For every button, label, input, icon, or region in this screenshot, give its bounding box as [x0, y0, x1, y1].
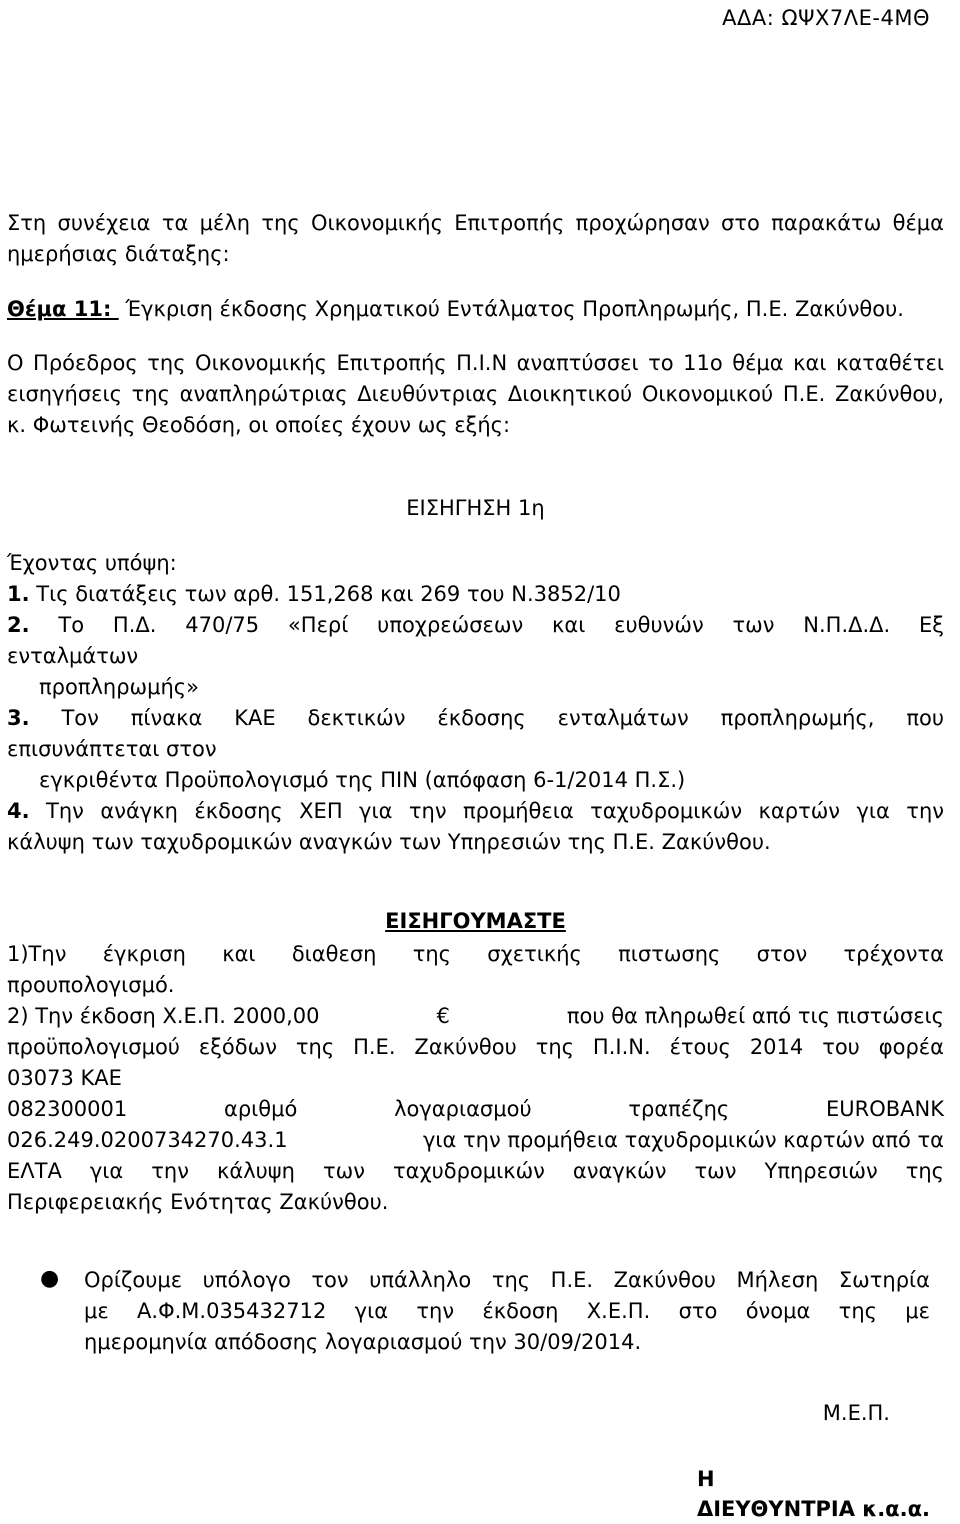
topic-label: Θέμα 11: [7, 297, 119, 321]
rec-2-line-2: προϋπολογισμού εξόδων της Π.Ε. Ζακύνθου της Π.Ι.Ν. έτους 2014 του φορέα [7, 1035, 944, 1059]
item-1 [7, 579, 944, 610]
intro-line-1: Στη συνέχεια τα μέλη της Οικονομικής Επιτροπής προχώρησαν στο παρακάτω θέμα [7, 211, 944, 235]
ada-code: ΑΔΑ: ΩΨΧ7ΛΕ-4ΜΘ [722, 6, 930, 30]
item-2-line-3: προπληρωμής» [39, 675, 199, 699]
topic-text: Έγκριση έκδοσης Χρηματικού Εντάλματος Προπληρωμής, Π.Ε. Ζακύνθου. [125, 297, 904, 321]
proposal-title: ΕΙΣΗΓΗΣΗ 1η [406, 496, 545, 520]
presentation-line-3: κ. Φωτεινής Θεοδόση, οι οποίες έχουν ως εξής: [7, 413, 511, 437]
item-4-number: 4. [7, 799, 30, 823]
bank-name: EUROBANK [825, 1097, 944, 1121]
bullet-line-1: Ορίζουμε υπόλογο τον υπάλληλο της Π.Ε. Ζακύνθου Μήλεση Σωτηρία [84, 1268, 930, 1292]
bullet-paragraph [84, 1265, 930, 1358]
presentation-line-1: Ο Πρόεδρος της Οικονομικής Επιτροπής Π.Ι.Ν αναπτύσσει το 11ο θέμα και καταθέτει [7, 351, 944, 375]
recommend-title: ΕΙΣΗΓΟΥΜΑΣΤΕ [385, 909, 566, 933]
presentation-line-2: εισηγήσεις της αναπληρώτριας Διευθύντριας Διοικητικού Οικονομικού Π.Ε. Ζακύνθου, [7, 382, 944, 406]
rec-2-amount: 2) Την έκδοση Χ.Ε.Π. 2000,00 [7, 1004, 320, 1028]
topic-line [7, 294, 944, 325]
rec-2-line-7: Περιφερειακής Ενότητας Ζακύνθου. [7, 1190, 389, 1214]
rec-2-line-4 [7, 1094, 944, 1125]
account-code: 026.249.0200734270.43.1 [7, 1128, 288, 1152]
item-2-line-2: ενταλμάτων [7, 644, 139, 668]
item-3-line-1 [7, 703, 944, 734]
considering-label: Έχοντας υπόψη: [7, 551, 177, 575]
item-4-line-1 [7, 796, 944, 827]
rec-2-line-3: 03073 ΚΑΕ [7, 1066, 122, 1090]
item-2-number: 2. [7, 613, 30, 637]
rec-2-line-1 [7, 1001, 944, 1032]
item-3-line-2: επισυνάπτεται στον [7, 737, 217, 761]
bullet-dot-icon: ● [40, 1266, 60, 1291]
item-1-number: 1. [7, 582, 30, 606]
intro-line-2: ημερήσιας διάταξης: [7, 242, 230, 266]
bullet-line-3: ημερομηνία απόδοσης λογαριασμού την 30/09/2014. [84, 1330, 642, 1354]
word-number: αριθμό [224, 1097, 298, 1121]
presentation-paragraph [7, 348, 944, 441]
item-3-text: Τον πίνακα ΚΑΕ δεκτικών έκδοσης ενταλμάτων προπληρωμής, που [61, 706, 944, 730]
rec-1-line-2: προυπολογισμό. [7, 973, 175, 997]
item-2-line-1 [7, 610, 944, 641]
signature-line-1: Η [696, 1467, 715, 1491]
signature [697, 1464, 930, 1524]
item-2-text: Το Π.Δ. 470/75 «Περί υποχρεώσεων και ευθυνών των Ν.Π.Δ.Δ. Εξ [58, 613, 944, 637]
euro-sign: € [436, 1004, 450, 1028]
item-4-line-2: κάλυψη των ταχυδρομικών αναγκών των Υπηρεσιών της Π.Ε. Ζακύνθου. [7, 830, 771, 854]
item-3-number: 3. [7, 706, 30, 730]
word-bank: τραπέζης [628, 1097, 730, 1121]
considering-section [7, 548, 944, 858]
rec-2-line-5-rest: για την προμήθεια ταχυδρομικών καρτών από τα [422, 1128, 944, 1152]
word-account: λογαριασμού [394, 1097, 532, 1121]
rec-2-line-6: ΕΛΤΑ για την κάλυψη των ταχυδρομικών αναγκών των Υπηρεσιών της [7, 1159, 944, 1183]
intro-paragraph [7, 208, 944, 270]
recommendations [7, 939, 944, 1218]
rec-2-line-5 [7, 1125, 944, 1156]
rec-2-line-1-rest: που θα πληρωθεί από τις πιστώσεις [566, 1004, 944, 1028]
bullet-line-2: με Α.Φ.Μ.035432712 για την έκδοση Χ.Ε.Π. στο όνομα της με [84, 1299, 930, 1323]
item-4-text: Την ανάγκη έκδοσης ΧΕΠ για την προμήθεια ταχυδρομικών καρτών για την [46, 799, 944, 823]
mep-label: Μ.Ε.Π. [822, 1401, 890, 1425]
account-number: 082300001 [7, 1097, 128, 1121]
item-1-text: Τις διατάξεις των αρθ. 151,268 και 269 του Ν.3852/10 [36, 582, 621, 606]
item-3-line-3: εγκριθέντα Προϋπολογισμό της ΠΙΝ (απόφαση 6-1/2014 Π.Σ.) [39, 768, 686, 792]
signature-line-2: ΔΙΕΥΘΥΝΤΡΙΑ κ.α.α. [696, 1497, 930, 1521]
rec-1-line-1: 1)Την έγκριση και διαθεση της σχετικής πιστωσης στον τρέχοντα [7, 942, 944, 966]
